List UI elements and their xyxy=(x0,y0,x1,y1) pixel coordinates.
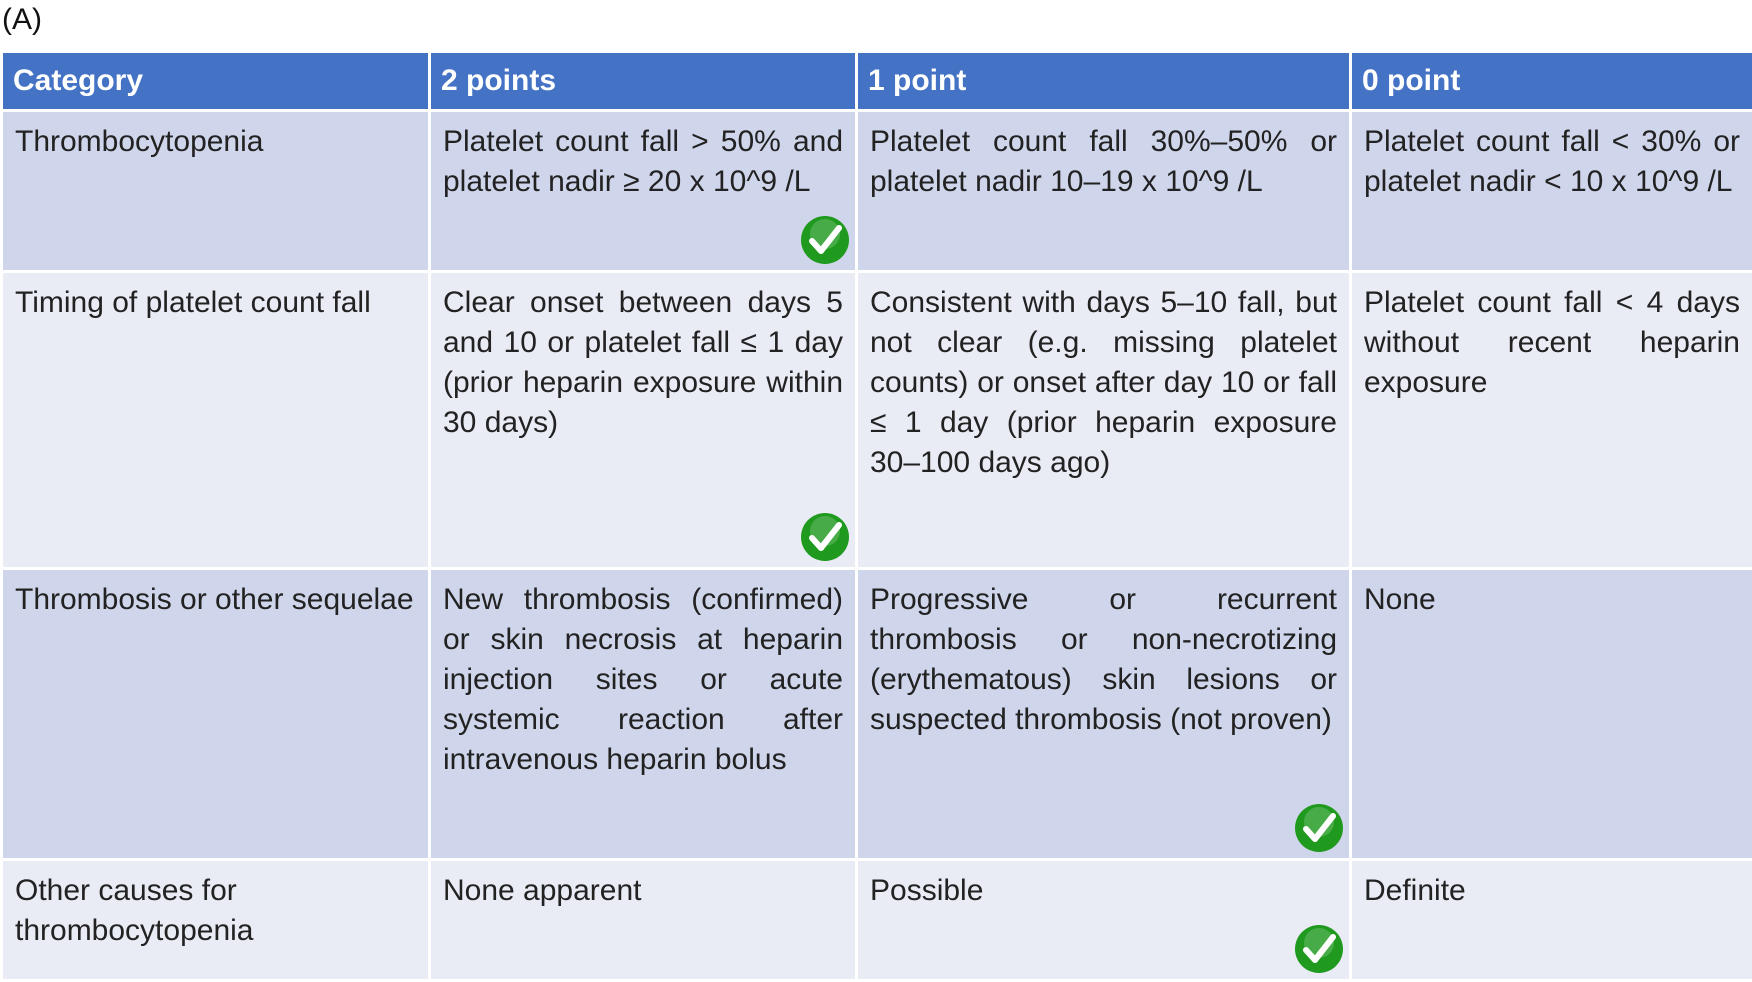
cell-text: Clear onset between days 5 and 10 or platelet fall ≤ 1 day (prior heparin exposure within 30 days) xyxy=(443,286,843,439)
green-checkmark-icon xyxy=(799,511,851,563)
one-point-cell xyxy=(858,861,1349,979)
category-cell: Timing of platelet count fall xyxy=(3,273,428,567)
header-row xyxy=(3,53,1752,109)
two-points-cell: New thrombosis (confirmed) or skin necrosis at heparin injection sites or acute systemic reaction after intravenous heparin bolus xyxy=(431,570,855,858)
one-point-cell xyxy=(858,570,1349,858)
cell-text: Possible xyxy=(870,874,984,907)
two-points-cell xyxy=(431,112,855,270)
green-checkmark-icon xyxy=(799,214,851,266)
table-row xyxy=(3,273,1752,567)
table-row xyxy=(3,112,1752,270)
cell-text: Platelet count fall > 50% and platelet nadir ≥ 20 x 10^9 /L xyxy=(443,125,843,198)
green-checkmark-icon xyxy=(1293,923,1345,975)
header-zero-point: 0 point xyxy=(1352,53,1752,109)
two-points-cell xyxy=(431,273,855,567)
header-category: Category xyxy=(3,53,428,109)
table-row xyxy=(3,861,1752,979)
cell-text: Progressive or recurrent thrombosis or non-necrotizing (erythematous) skin lesions or suspected thrombosis (not proven) xyxy=(870,583,1337,736)
4ts-score-table xyxy=(0,50,1752,982)
green-checkmark-icon xyxy=(1293,802,1345,854)
header-two-points: 2 points xyxy=(431,53,855,109)
zero-point-cell: Definite xyxy=(1352,861,1752,979)
zero-point-cell: None xyxy=(1352,570,1752,858)
category-cell: Other causes for thrombocytopenia xyxy=(3,861,428,979)
zero-point-cell: Platelet count fall < 30% or platelet nadir < 10 x 10^9 /L xyxy=(1352,112,1752,270)
zero-point-cell: Platelet count fall < 4 days without recent heparin exposure xyxy=(1352,273,1752,567)
one-point-cell: Platelet count fall 30%–50% or platelet nadir 10–19 x 10^9 /L xyxy=(858,112,1349,270)
category-cell: Thrombocytopenia xyxy=(3,112,428,270)
two-points-cell: None apparent xyxy=(431,861,855,979)
one-point-cell: Consistent with days 5–10 fall, but not clear (e.g. missing platelet counts) or onset after day 10 or fall ≤ 1 day (prior heparin exposure 30–100 days ago) xyxy=(858,273,1349,567)
table-row xyxy=(3,570,1752,858)
panel-label: (A) xyxy=(2,3,42,36)
header-one-point: 1 point xyxy=(858,53,1349,109)
category-cell: Thrombosis or other sequelae xyxy=(3,570,428,858)
